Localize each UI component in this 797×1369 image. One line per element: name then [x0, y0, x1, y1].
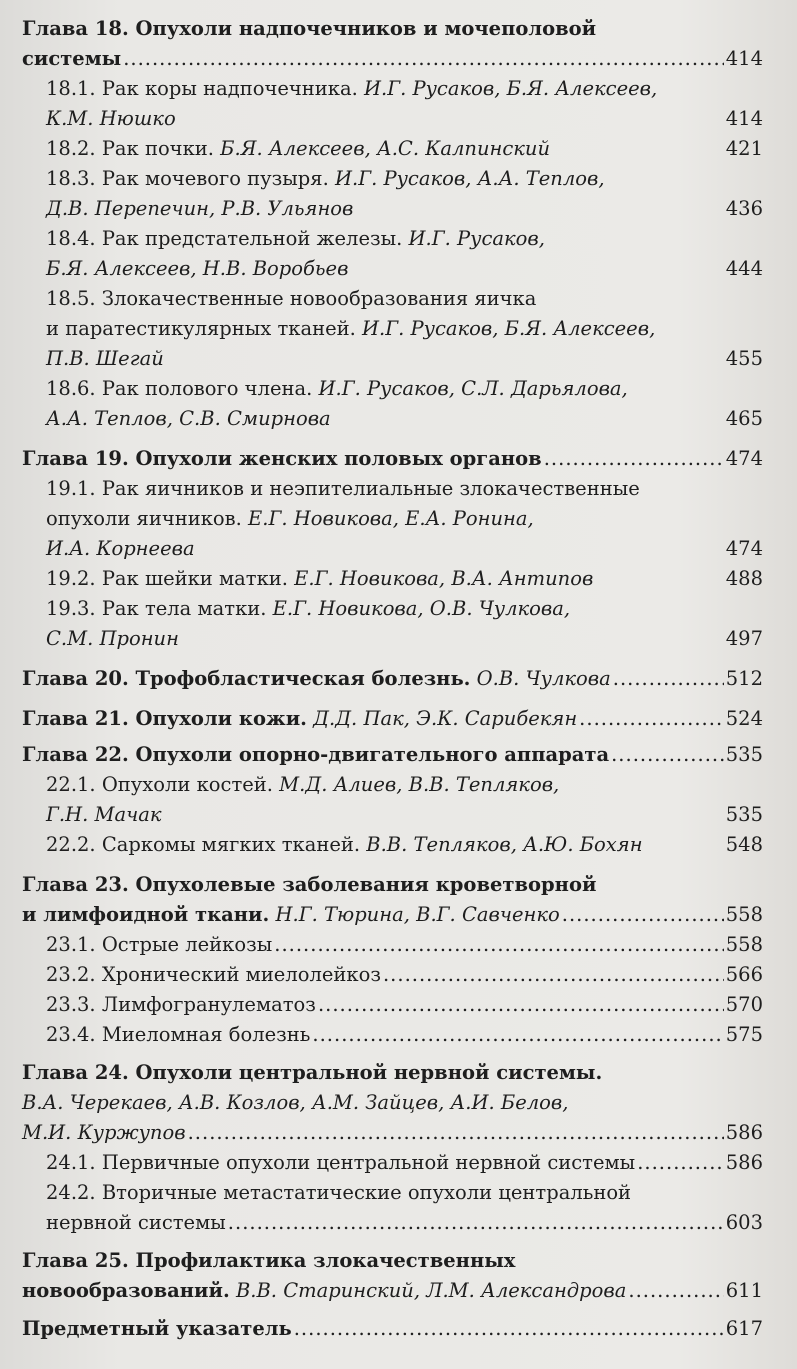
section-19-1-line2 [46, 504, 534, 534]
page-number: 497 [725, 627, 763, 650]
chapter-18-title-cont: системы [22, 47, 122, 70]
section-title: 18.1. Рак коры надпочечника. [46, 77, 358, 100]
chapter-22-title: Глава 22. Опухоли опорно-двигательного аппарата [22, 743, 610, 766]
section-24-2-row[interactable] [46, 1208, 763, 1238]
chapter-authors: Н.Г. Тюрина, В.Г. Савченко [275, 903, 560, 926]
page-number: 465 [725, 407, 763, 430]
page-number: 603 [725, 1211, 763, 1234]
section-title-cont: опухоли яичников. [46, 507, 242, 530]
section-22-1-row[interactable] [46, 800, 763, 830]
section-24-2-title[interactable]: 24.2. Вторичные метастатические опухоли центральной [46, 1181, 632, 1204]
section-authors: И.Г. Русаков, А.А. Теплов, [334, 167, 605, 190]
section-authors: И.Г. Русаков, [408, 227, 545, 250]
section-22-1-line[interactable] [46, 770, 559, 800]
page-number: 566 [725, 963, 763, 986]
chapter-25-row[interactable] [22, 1276, 763, 1306]
section-18-2-row[interactable] [46, 134, 763, 164]
chapter-20-row[interactable] [22, 664, 763, 694]
leader-dots [274, 930, 724, 960]
section-title: 18.2. Рак почки. [46, 137, 214, 160]
page-number: 444 [725, 257, 763, 280]
section-18-5-title[interactable]: 18.5. Злокачественные новообразования яичка [46, 287, 537, 310]
section-18-5-row[interactable] [46, 344, 763, 374]
section-title-cont: и паратестикулярных тканей. [46, 317, 356, 340]
chapter-21-title: Глава 21. Опухоли кожи. [22, 707, 307, 730]
section-title-cont: нервной системы [46, 1211, 226, 1234]
section-authors: В.В. Тепляков, А.Ю. Бохян [366, 833, 643, 856]
page-number: 586 [725, 1121, 763, 1144]
leader-dots [294, 1314, 724, 1344]
chapter-22-row[interactable] [22, 740, 763, 770]
page-number: 535 [725, 803, 763, 826]
section-authors: М.Д. Алиев, В.В. Тепляков, [279, 773, 560, 796]
page-number: 414 [725, 47, 763, 70]
page-number: 575 [725, 1023, 763, 1046]
section-18-4-row[interactable] [46, 254, 763, 284]
section-authors: Б.Я. Алексеев, А.С. Калпинский [220, 137, 551, 160]
section-title: 23.2. Хронический миелолейкоз [46, 963, 381, 986]
page-number: 611 [725, 1279, 763, 1302]
section-23-2-row[interactable] [46, 960, 763, 990]
chapter-authors: Д.Д. Пак, Э.К. Сарибекян [313, 707, 578, 730]
section-18-5-line2 [46, 314, 655, 344]
section-authors: Е.Г. Новикова, В.А. Антипов [294, 567, 594, 590]
section-authors-cont: П.В. Шегай [46, 347, 164, 370]
section-title: 18.3. Рак мочевого пузыря. [46, 167, 329, 190]
section-title: 23.3. Лимфогранулематоз [46, 993, 316, 1016]
section-authors: Е.Г. Новикова, О.В. Чулкова, [272, 597, 571, 620]
leader-dots [383, 960, 724, 990]
section-authors: И.Г. Русаков, Б.Я. Алексеев, [362, 317, 656, 340]
leader-dots [613, 664, 724, 694]
section-24-1-row[interactable] [46, 1148, 763, 1178]
chapter-23-title-cont: и лимфоидной ткани. [22, 903, 270, 926]
chapter-authors-cont: М.И. Куржупов [22, 1121, 186, 1144]
section-23-4-row[interactable] [46, 1020, 763, 1050]
page-number: 488 [725, 567, 763, 590]
section-23-3-row[interactable] [46, 990, 763, 1020]
leader-dots [228, 1208, 724, 1238]
leader-dots [637, 1148, 724, 1178]
leader-dots [611, 740, 724, 770]
page-number: 617 [725, 1317, 763, 1340]
page-number: 436 [725, 197, 763, 220]
section-18-3-row[interactable] [46, 194, 763, 224]
section-authors-cont: Г.Н. Мачак [46, 803, 162, 826]
page-number: 586 [725, 1151, 763, 1174]
chapter-18-row[interactable] [22, 44, 763, 74]
leader-dots [188, 1118, 724, 1148]
section-title: 19.2. Рак шейки матки. [46, 567, 288, 590]
page-number: 512 [725, 667, 763, 690]
section-title: 19.3. Рак тела матки. [46, 597, 267, 620]
chapter-25-title-cont: новообразований. [22, 1279, 230, 1302]
chapter-24-authors: В.А. Черекаев, А.В. Козлов, А.М. Зайцев, А.И. Белов, [22, 1091, 569, 1114]
section-19-3-line[interactable] [46, 594, 570, 624]
page-number: 474 [725, 447, 763, 470]
page-number: 474 [725, 537, 763, 560]
leader-dots [544, 444, 724, 474]
page-number: 524 [725, 707, 763, 730]
chapter-25-title: Глава 25. Профилактика злокачественных [22, 1249, 516, 1272]
page-number: 421 [725, 137, 763, 160]
subject-index-row[interactable] [22, 1314, 763, 1344]
page-number: 548 [725, 833, 763, 856]
section-title: 22.1. Опухоли костей. [46, 773, 273, 796]
leader-dots [579, 704, 724, 734]
chapter-21-row[interactable] [22, 704, 763, 734]
section-title: 23.1. Острые лейкозы [46, 933, 273, 956]
leader-dots [562, 900, 724, 930]
subject-index-title: Предметный указатель [22, 1317, 292, 1340]
chapter-23-title: Глава 23. Опухолевые заболевания кроветворной [22, 873, 597, 896]
leader-dots [312, 1020, 723, 1050]
section-19-3-row[interactable] [46, 624, 763, 654]
chapter-18-title: Глава 18. Опухоли надпочечников и мочеполовой [22, 17, 597, 40]
section-18-1-line[interactable] [46, 74, 657, 104]
section-19-1-title[interactable]: 19.1. Рак яичников и неэпителиальные злокачественные [46, 477, 640, 500]
chapter-19-row[interactable] [22, 444, 763, 474]
section-authors-cont: Б.Я. Алексеев, Н.В. Воробьев [46, 257, 349, 280]
section-authors: И.Г. Русаков, С.Л. Дарьялова, [318, 377, 628, 400]
section-title: 24.1. Первичные опухоли центральной нервной системы [46, 1151, 636, 1174]
page-number: 558 [725, 933, 763, 956]
section-18-1-row[interactable] [46, 104, 763, 134]
section-authors-cont: Д.В. Перепечин, Р.В. Ульянов [46, 197, 354, 220]
leader-dots [318, 990, 724, 1020]
chapter-24-title: Глава 24. Опухоли центральной нервной системы. [22, 1061, 603, 1084]
section-18-6-line[interactable] [46, 374, 628, 404]
section-19-2-row[interactable] [46, 564, 763, 594]
section-authors: И.Г. Русаков, Б.Я. Алексеев, [363, 77, 658, 100]
page-number: 455 [725, 347, 763, 370]
section-title: 18.6. Рак полового члена. [46, 377, 313, 400]
section-23-1-row[interactable] [46, 930, 763, 960]
section-title: 23.4. Миеломная болезнь [46, 1023, 311, 1046]
chapter-24-row[interactable] [22, 1118, 763, 1148]
leader-dots [628, 1276, 723, 1306]
section-title: 22.2. Саркомы мягких тканей. [46, 833, 361, 856]
section-18-4-line[interactable] [46, 224, 545, 254]
chapter-19-title: Глава 19. Опухоли женских половых органов [22, 447, 542, 470]
chapter-23-row[interactable] [22, 900, 763, 930]
section-authors: Е.Г. Новикова, Е.А. Ронина, [248, 507, 534, 530]
chapter-authors: О.В. Чулкова [476, 667, 611, 690]
page-number: 414 [725, 107, 763, 130]
section-18-3-line[interactable] [46, 164, 605, 194]
leader-dots [123, 44, 724, 74]
chapter-authors: В.В. Старинский, Л.М. Александрова [235, 1279, 627, 1302]
section-authors-cont: А.А. Теплов, С.В. Смирнова [46, 407, 331, 430]
section-title: 18.4. Рак предстательной железы. [46, 227, 403, 250]
page-number: 570 [725, 993, 763, 1016]
section-18-6-row[interactable] [46, 404, 763, 434]
section-authors-cont: К.М. Нюшко [46, 107, 176, 130]
page-number: 558 [725, 903, 763, 926]
page-number: 535 [725, 743, 763, 766]
section-authors-cont: С.М. Пронин [46, 627, 179, 650]
section-authors-cont: И.А. Корнеева [46, 537, 195, 560]
chapter-20-title: Глава 20. Трофобластическая болезнь. [22, 667, 471, 690]
section-19-1-row[interactable] [46, 534, 763, 564]
section-22-2-row[interactable] [46, 830, 763, 860]
